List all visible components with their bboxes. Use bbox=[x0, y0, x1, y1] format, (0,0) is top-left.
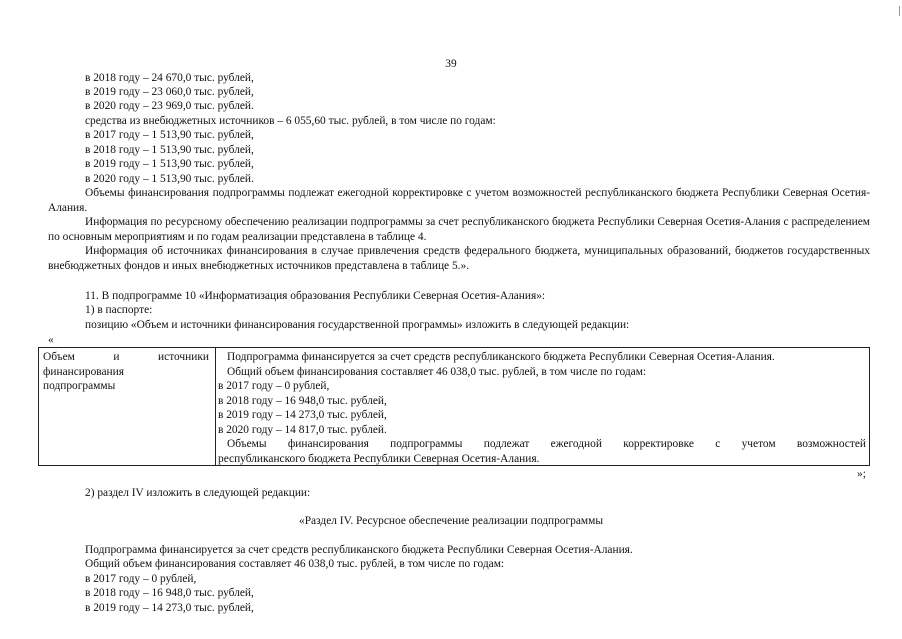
page-edge-mark bbox=[899, 6, 900, 16]
label-word: и bbox=[113, 351, 120, 363]
label-line: финансирования bbox=[43, 365, 124, 378]
text-line: в 2019 году – 1 513,90 тыс. рублей, bbox=[85, 158, 254, 170]
table-cell-value bbox=[218, 350, 866, 466]
close-quote: »; bbox=[857, 468, 866, 480]
label-word: Объем bbox=[43, 351, 75, 363]
paragraph: Информация об источниках финансирования в случае привлечения средств федерального бюджета, муниципальных образований, бюджетов государственных внебюджетных фондов и иных внебюджетных источников представлена в таблице 5.». bbox=[48, 245, 870, 272]
table-divider bbox=[215, 348, 216, 465]
value-line: Подпрограмма финансируется за счет средств республиканского бюджета Республики Северная Осетия-Алания. bbox=[227, 351, 775, 363]
text-line: средства из внебюджетных источников – 6 055,60 тыс. рублей, в том числе по годам: bbox=[85, 115, 496, 127]
label-line: подпрограммы bbox=[43, 380, 116, 392]
value-line: в 2020 году – 14 817,0 тыс. рублей. bbox=[218, 423, 387, 436]
value-line: Объемы финансирования подпрограммы подлежат ежегодной корректировке с учетом возможностей bbox=[227, 438, 866, 450]
open-quote: « bbox=[48, 334, 54, 346]
label-word: источники bbox=[158, 351, 209, 363]
text-line: в 2018 году – 16 948,0 тыс. рублей, bbox=[85, 587, 254, 599]
value-line: Общий объем финансирования составляет 46 038,0 тыс. рублей, в том числе по годам: bbox=[227, 365, 647, 378]
text-line: 2) раздел IV изложить в следующей редакции: bbox=[85, 487, 311, 499]
text-line: в 2017 году – 0 рублей, bbox=[85, 573, 197, 585]
text-line: Подпрограмма финансируется за счет средств республиканского бюджета Республики Северная Осетия-Алания. bbox=[85, 544, 633, 556]
text-line: Общий объем финансирования составляет 46 038,0 тыс. рублей, в том числе по годам: bbox=[85, 558, 505, 570]
text-line: 1) в паспорте: bbox=[85, 304, 153, 316]
page-number: 39 bbox=[445, 58, 457, 70]
text-line: в 2018 году – 1 513,90 тыс. рублей, bbox=[85, 144, 254, 156]
text-line: позицию «Объем и источники финансирования государственной программы» изложить в следующей редакции: bbox=[85, 319, 630, 331]
text-line: в 2020 году – 23 969,0 тыс. рублей. bbox=[85, 100, 254, 112]
text-line: в 2019 году – 23 060,0 тыс. рублей, bbox=[85, 86, 254, 98]
section-heading: 11. В подпрограмме 10 «Информатизация образования Республики Северная Осетия-Алания»: bbox=[85, 290, 546, 302]
text-line: в 2017 году – 1 513,90 тыс. рублей, bbox=[85, 129, 254, 141]
value-line: республиканского бюджета Республики Северная Осетия-Алания. bbox=[218, 452, 540, 465]
value-line: в 2017 году – 0 рублей, bbox=[218, 380, 330, 392]
text-line: в 2020 году – 1 513,90 тыс. рублей. bbox=[85, 173, 254, 185]
value-line: в 2019 году – 14 273,0 тыс. рублей, bbox=[218, 409, 387, 421]
text-line: в 2019 году – 14 273,0 тыс. рублей, bbox=[85, 602, 254, 614]
value-line: в 2018 году – 16 948,0 тыс. рублей, bbox=[218, 394, 387, 407]
section-title: «Раздел IV. Ресурсное обеспечение реализации подпрограммы bbox=[299, 515, 603, 527]
paragraph: Объемы финансирования подпрограммы подлежат ежегодной корректировке с учетом возможностей республиканского бюджета Республики Северная Осетия-Алания. bbox=[48, 187, 870, 214]
text-line: в 2018 году – 24 670,0 тыс. рублей, bbox=[85, 72, 254, 84]
passport-table bbox=[38, 347, 870, 466]
paragraph: Информация по ресурсному обеспечению реализации подпрограммы за счет республиканского бюджета Республики Северная Осетия-Алания с распределением по основным мероприятиям и по годам реализации представлена в таблице 4. bbox=[48, 216, 870, 243]
table-cell-label bbox=[43, 350, 209, 394]
